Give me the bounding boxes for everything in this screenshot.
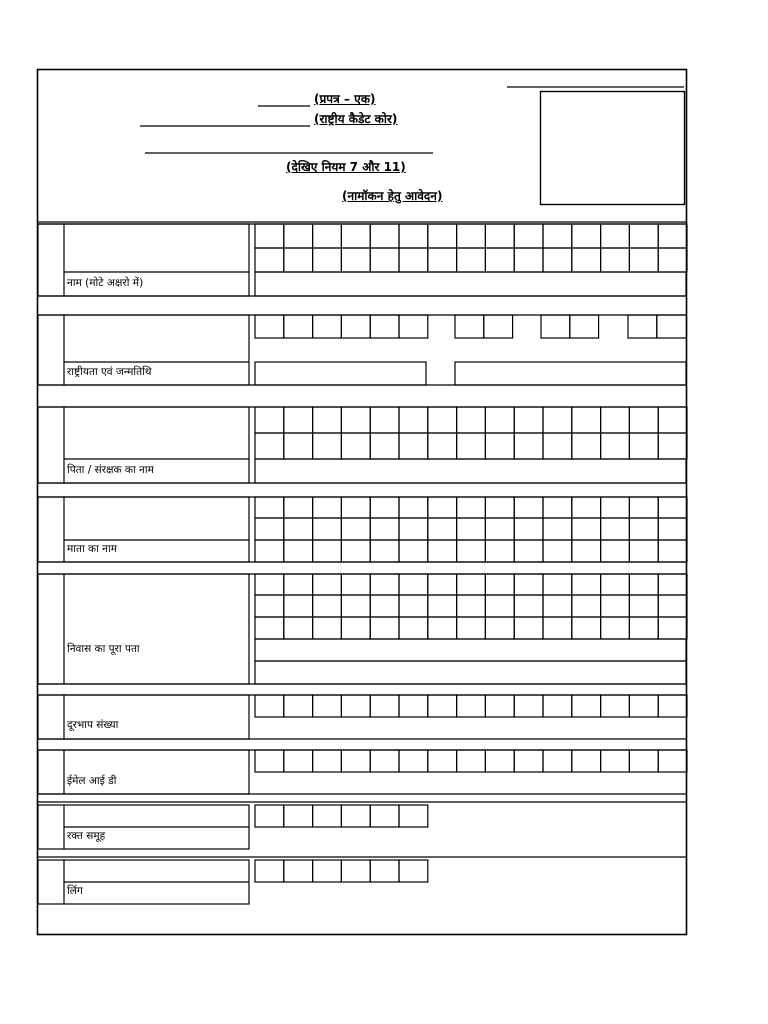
corps-name: (राष्ट्रीय कैडेट कोर)	[314, 112, 398, 126]
address-cell[interactable]	[629, 574, 658, 595]
father-cell[interactable]	[255, 433, 284, 459]
mother-cell[interactable]	[428, 518, 457, 540]
mother-cell[interactable]	[629, 518, 658, 540]
blood-group-cell[interactable]	[341, 805, 370, 827]
father-cell[interactable]	[313, 407, 342, 433]
gender-cell[interactable]	[370, 860, 399, 882]
father-cell[interactable]	[284, 407, 313, 433]
mother-cell[interactable]	[572, 518, 601, 540]
address-label: निवास का पूरा पता	[67, 643, 140, 655]
mother-cell[interactable]	[457, 497, 486, 518]
name-cell[interactable]	[485, 224, 514, 248]
mother-cell[interactable]	[370, 497, 399, 518]
mother-cell[interactable]	[601, 540, 630, 562]
address-cell[interactable]	[457, 617, 486, 639]
mother-cell[interactable]	[658, 518, 687, 540]
address-cell[interactable]	[457, 595, 486, 617]
phone-cell[interactable]	[428, 695, 457, 717]
dob-cell[interactable]	[541, 315, 570, 338]
name-cell[interactable]	[457, 248, 486, 272]
phone-cell[interactable]	[485, 695, 514, 717]
email-cell[interactable]	[485, 750, 514, 772]
mother-cell[interactable]	[658, 540, 687, 562]
phone-cell[interactable]	[658, 695, 687, 717]
address-cell[interactable]	[313, 595, 342, 617]
mother-cell[interactable]	[629, 497, 658, 518]
name-cell[interactable]	[658, 224, 687, 248]
email-cell[interactable]	[601, 750, 630, 772]
address-cell[interactable]	[658, 574, 687, 595]
name-cell[interactable]	[629, 224, 658, 248]
dob-field[interactable]	[455, 362, 686, 385]
form-purpose: (नामॉकन हेतु आवेदन)	[342, 189, 443, 203]
mother-cell[interactable]	[629, 540, 658, 562]
address-cell[interactable]	[341, 595, 370, 617]
name-cell[interactable]	[601, 248, 630, 272]
gender-cell[interactable]	[284, 860, 313, 882]
blood-group-cell[interactable]	[255, 805, 284, 827]
email-label: ईमेल आई डी	[67, 775, 117, 787]
father-cell[interactable]	[514, 433, 543, 459]
address-cell[interactable]	[514, 595, 543, 617]
name-cell[interactable]	[658, 248, 687, 272]
address-cell[interactable]	[255, 617, 284, 639]
mother-cell[interactable]	[313, 540, 342, 562]
father-cell[interactable]	[485, 433, 514, 459]
name-cell[interactable]	[543, 224, 572, 248]
mother-cell[interactable]	[601, 518, 630, 540]
dob-cell[interactable]	[657, 315, 687, 338]
blood-group-cell[interactable]	[399, 805, 428, 827]
mother-cell[interactable]	[601, 497, 630, 518]
gender-cell[interactable]	[313, 860, 342, 882]
name-label: नाम (मोटे अक्षरो में)	[67, 277, 144, 289]
mother-label: माता का नाम	[67, 543, 117, 555]
email-cell[interactable]	[341, 750, 370, 772]
address-cell[interactable]	[485, 617, 514, 639]
dob-cell[interactable]	[455, 315, 484, 338]
address-cell[interactable]	[370, 617, 399, 639]
label-box	[38, 750, 249, 794]
email-cell[interactable]	[370, 750, 399, 772]
address-cell[interactable]	[428, 574, 457, 595]
phone-cell[interactable]	[601, 695, 630, 717]
address-cell[interactable]	[543, 574, 572, 595]
father-cell[interactable]	[572, 407, 601, 433]
father-cell[interactable]	[601, 433, 630, 459]
blood-group-cell[interactable]	[284, 805, 313, 827]
name-cell[interactable]	[543, 248, 572, 272]
father-cell[interactable]	[399, 433, 428, 459]
father-cell[interactable]	[255, 407, 284, 433]
phone-cell[interactable]	[457, 695, 486, 717]
mother-cell[interactable]	[485, 540, 514, 562]
nationality-cell[interactable]	[341, 315, 370, 338]
email-cell[interactable]	[284, 750, 313, 772]
email-cell[interactable]	[457, 750, 486, 772]
email-cell[interactable]	[428, 750, 457, 772]
mother-cell[interactable]	[658, 497, 687, 518]
mother-cell[interactable]	[370, 518, 399, 540]
father-cell[interactable]	[313, 433, 342, 459]
mother-cell[interactable]	[284, 518, 313, 540]
phone-label: दूरभाप संख्या	[67, 719, 119, 731]
address-cell[interactable]	[601, 574, 630, 595]
name-cell[interactable]	[428, 248, 457, 272]
father-cell[interactable]	[572, 433, 601, 459]
gender-cell[interactable]	[399, 860, 428, 882]
name-cell[interactable]	[485, 248, 514, 272]
address-cell[interactable]	[485, 595, 514, 617]
address-cell[interactable]	[428, 595, 457, 617]
name-cell[interactable]	[313, 248, 342, 272]
mother-cell[interactable]	[543, 497, 572, 518]
nationality-field[interactable]	[255, 362, 426, 385]
father-cell[interactable]	[399, 407, 428, 433]
mother-cell[interactable]	[485, 497, 514, 518]
address-cell[interactable]	[601, 617, 630, 639]
mother-cell[interactable]	[399, 497, 428, 518]
mother-cell[interactable]	[485, 518, 514, 540]
name-cell[interactable]	[255, 248, 284, 272]
mother-cell[interactable]	[341, 518, 370, 540]
mother-cell[interactable]	[428, 497, 457, 518]
address-cell[interactable]	[428, 617, 457, 639]
mother-cell[interactable]	[543, 518, 572, 540]
address-cell[interactable]	[543, 595, 572, 617]
address-cell[interactable]	[485, 574, 514, 595]
mother-cell[interactable]	[572, 540, 601, 562]
email-cell[interactable]	[658, 750, 687, 772]
label-box	[38, 574, 249, 684]
phone-cell[interactable]	[572, 695, 601, 717]
nationality-cell[interactable]	[255, 315, 284, 338]
rule-reference: (देखिए नियम 7 और 11)	[286, 160, 406, 174]
address-cell[interactable]	[284, 617, 313, 639]
mother-cell[interactable]	[255, 518, 284, 540]
address-cell[interactable]	[601, 595, 630, 617]
address-cell[interactable]	[629, 617, 658, 639]
phone-cell[interactable]	[284, 695, 313, 717]
father-cell[interactable]	[457, 433, 486, 459]
gender-cell[interactable]	[341, 860, 370, 882]
name-cell[interactable]	[399, 224, 428, 248]
father-cell[interactable]	[485, 407, 514, 433]
name-cell[interactable]	[284, 224, 313, 248]
address-cell[interactable]	[313, 574, 342, 595]
father-guardian-label: पिता / संरक्षक का नाम	[67, 464, 154, 476]
name-cell[interactable]	[601, 224, 630, 248]
mother-cell[interactable]	[543, 540, 572, 562]
father-cell[interactable]	[341, 407, 370, 433]
address-cell[interactable]	[514, 574, 543, 595]
mother-cell[interactable]	[457, 540, 486, 562]
address-cell[interactable]	[572, 574, 601, 595]
email-cell[interactable]	[543, 750, 572, 772]
address-cell[interactable]	[658, 595, 687, 617]
father-cell[interactable]	[658, 433, 687, 459]
address-cell[interactable]	[370, 574, 399, 595]
name-cell[interactable]	[341, 224, 370, 248]
address-cell[interactable]	[255, 574, 284, 595]
father-cell[interactable]	[370, 407, 399, 433]
father-cell[interactable]	[514, 407, 543, 433]
phone-cell[interactable]	[341, 695, 370, 717]
photo-box	[541, 92, 685, 205]
nationality-dob-label: राष्ट्रीयता एवं जन्मतिथि	[67, 366, 152, 378]
nationality-cell[interactable]	[313, 315, 342, 338]
mother-cell[interactable]	[514, 540, 543, 562]
mother-cell[interactable]	[313, 518, 342, 540]
mother-cell[interactable]	[284, 540, 313, 562]
mother-cell[interactable]	[399, 518, 428, 540]
blood-group-label: रक्त समूह	[67, 830, 106, 842]
name-cell[interactable]	[341, 248, 370, 272]
address-cell[interactable]	[399, 617, 428, 639]
father-cell[interactable]	[428, 433, 457, 459]
email-cell[interactable]	[629, 750, 658, 772]
mother-cell[interactable]	[399, 540, 428, 562]
email-cell[interactable]	[255, 750, 284, 772]
name-cell[interactable]	[370, 224, 399, 248]
father-line[interactable]	[255, 459, 686, 483]
mother-cell[interactable]	[428, 540, 457, 562]
address-line[interactable]	[255, 661, 686, 684]
name-cell[interactable]	[370, 248, 399, 272]
father-cell[interactable]	[601, 407, 630, 433]
name-cell[interactable]	[313, 224, 342, 248]
father-cell[interactable]	[284, 433, 313, 459]
gender-label: लिंग	[67, 885, 83, 897]
mother-cell[interactable]	[284, 497, 313, 518]
address-cell[interactable]	[572, 617, 601, 639]
address-cell[interactable]	[514, 617, 543, 639]
phone-cell[interactable]	[255, 695, 284, 717]
name-line[interactable]	[255, 272, 686, 296]
mother-cell[interactable]	[313, 497, 342, 518]
father-cell[interactable]	[629, 407, 658, 433]
phone-cell[interactable]	[514, 695, 543, 717]
father-cell[interactable]	[370, 433, 399, 459]
nationality-cell[interactable]	[284, 315, 313, 338]
address-cell[interactable]	[658, 617, 687, 639]
address-cell[interactable]	[370, 595, 399, 617]
father-cell[interactable]	[428, 407, 457, 433]
mother-cell[interactable]	[572, 497, 601, 518]
address-cell[interactable]	[629, 595, 658, 617]
email-cell[interactable]	[572, 750, 601, 772]
phone-cell[interactable]	[399, 695, 428, 717]
address-cell[interactable]	[284, 574, 313, 595]
father-cell[interactable]	[457, 407, 486, 433]
address-cell[interactable]	[399, 574, 428, 595]
dob-cell[interactable]	[570, 315, 599, 338]
phone-cell[interactable]	[313, 695, 342, 717]
nationality-cell[interactable]	[399, 315, 428, 338]
dob-cell[interactable]	[628, 315, 657, 338]
address-cell[interactable]	[399, 595, 428, 617]
address-cell[interactable]	[457, 574, 486, 595]
dob-cell[interactable]	[484, 315, 513, 338]
mother-cell[interactable]	[341, 497, 370, 518]
father-cell[interactable]	[543, 433, 572, 459]
email-cell[interactable]	[313, 750, 342, 772]
name-cell[interactable]	[572, 224, 601, 248]
address-cell[interactable]	[313, 617, 342, 639]
email-cell[interactable]	[399, 750, 428, 772]
father-cell[interactable]	[341, 433, 370, 459]
mother-cell[interactable]	[514, 497, 543, 518]
mother-cell[interactable]	[255, 540, 284, 562]
address-cell[interactable]	[572, 595, 601, 617]
name-cell[interactable]	[457, 224, 486, 248]
name-cell[interactable]	[514, 224, 543, 248]
email-cell[interactable]	[514, 750, 543, 772]
gender-cell[interactable]	[255, 860, 284, 882]
name-cell[interactable]	[572, 248, 601, 272]
mother-cell[interactable]	[514, 518, 543, 540]
phone-cell[interactable]	[629, 695, 658, 717]
mother-cell[interactable]	[457, 518, 486, 540]
label-box	[38, 695, 249, 739]
form-number: (प्रपत्र – एक)	[314, 92, 376, 106]
name-cell[interactable]	[514, 248, 543, 272]
blood-group-cell[interactable]	[370, 805, 399, 827]
name-cell[interactable]	[284, 248, 313, 272]
address-cell[interactable]	[341, 617, 370, 639]
phone-cell[interactable]	[543, 695, 572, 717]
phone-cell[interactable]	[370, 695, 399, 717]
address-line[interactable]	[255, 639, 686, 661]
father-cell[interactable]	[658, 407, 687, 433]
name-cell[interactable]	[255, 224, 284, 248]
father-cell[interactable]	[543, 407, 572, 433]
address-cell[interactable]	[543, 617, 572, 639]
mother-cell[interactable]	[370, 540, 399, 562]
name-cell[interactable]	[399, 248, 428, 272]
address-cell[interactable]	[284, 595, 313, 617]
address-cell[interactable]	[341, 574, 370, 595]
nationality-cell[interactable]	[370, 315, 399, 338]
name-cell[interactable]	[428, 224, 457, 248]
mother-cell[interactable]	[255, 497, 284, 518]
address-cell[interactable]	[255, 595, 284, 617]
mother-cell[interactable]	[341, 540, 370, 562]
name-cell[interactable]	[629, 248, 658, 272]
father-cell[interactable]	[629, 433, 658, 459]
blood-group-cell[interactable]	[313, 805, 342, 827]
